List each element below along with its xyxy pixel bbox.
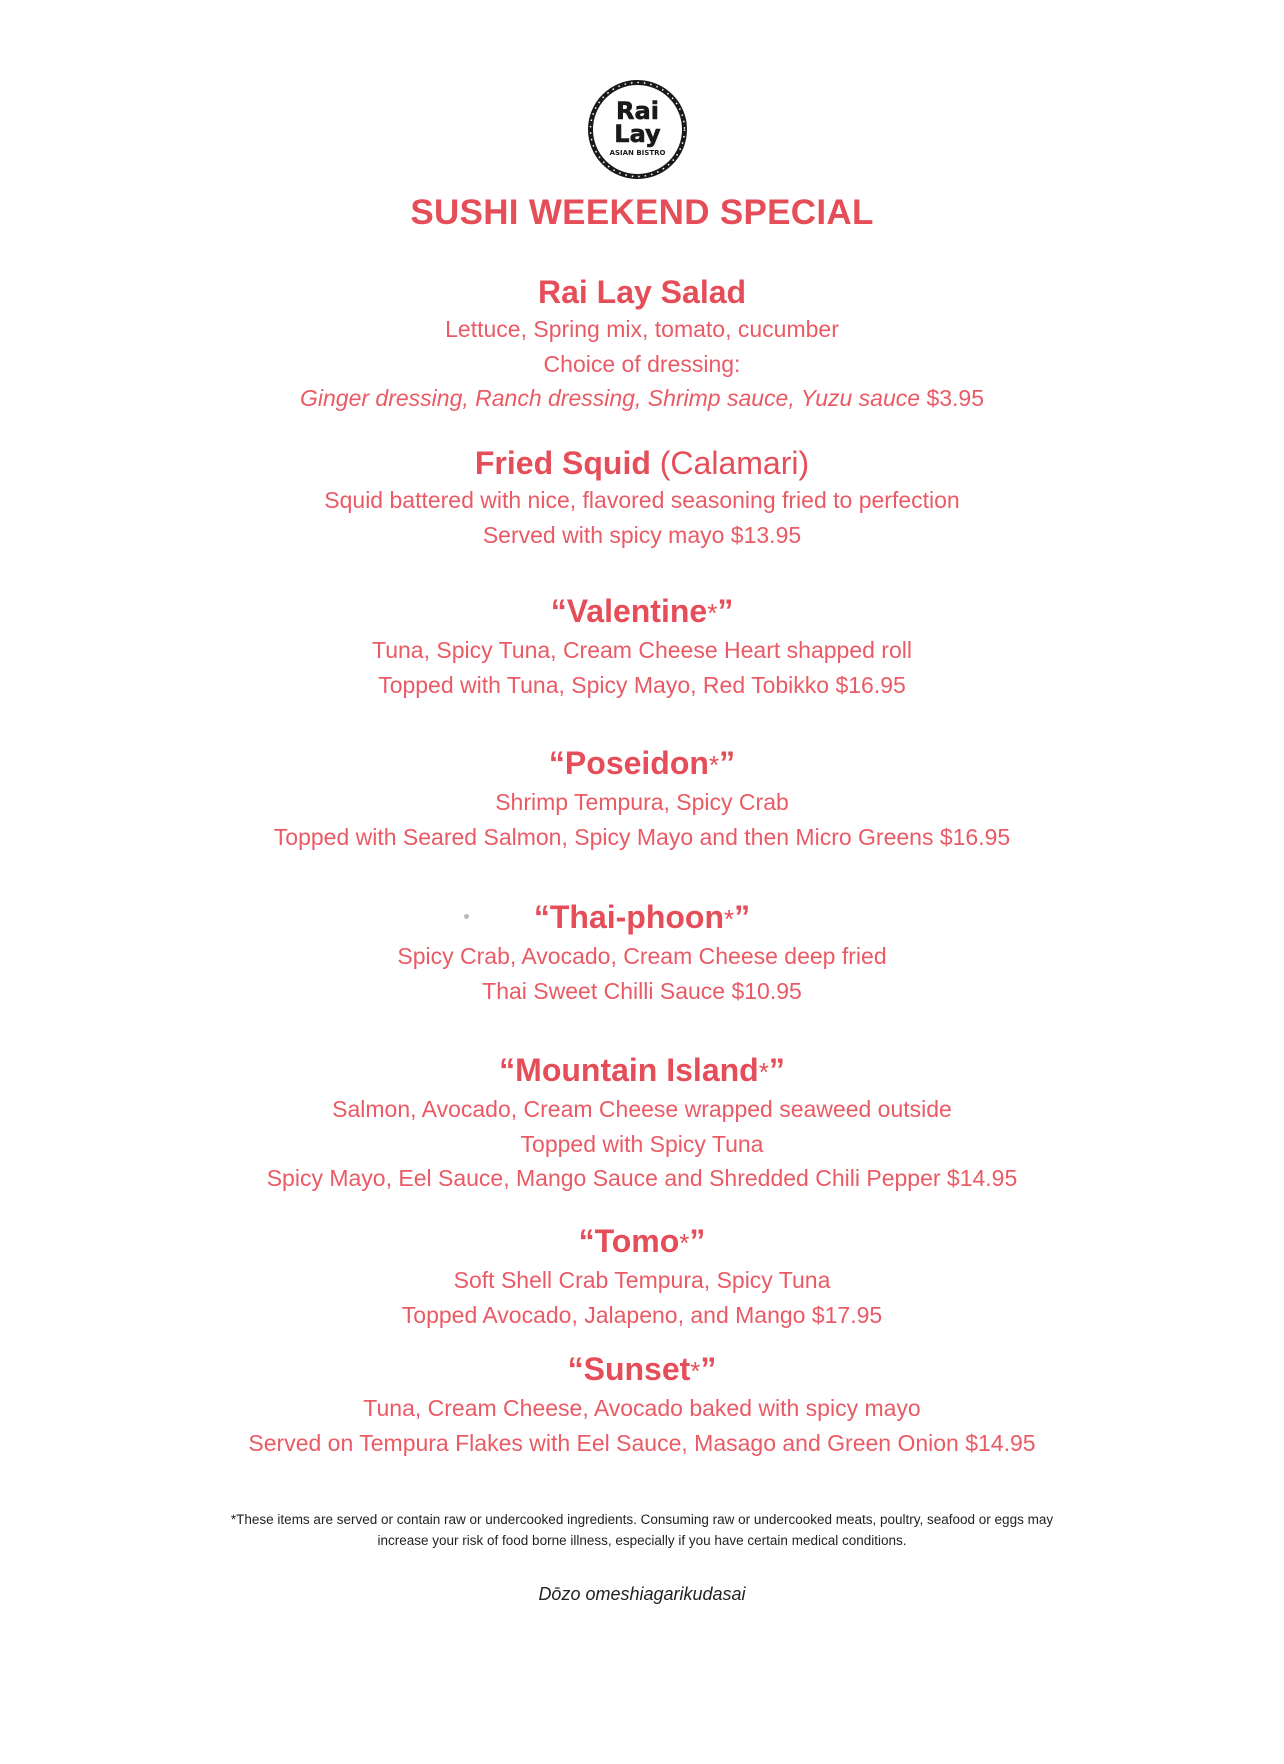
logo-line2: Lay	[614, 120, 661, 148]
page-title: SUSHI WEEKEND SPECIAL	[410, 193, 874, 232]
item-name-suffix: (Calamari)	[659, 445, 810, 481]
item-description: Tuna, Cream Cheese, Avocado baked with spicy mayo	[363, 1395, 921, 1421]
item-name: “Valentine*”	[550, 593, 734, 629]
scan-speck	[464, 914, 469, 919]
item-description: Topped with Tuna, Spicy Mayo, Red Tobikko $16.95	[378, 671, 906, 698]
item-description: Shrimp Tempura, Spicy Crab	[495, 789, 789, 815]
logo-line1: Rai	[616, 97, 659, 125]
menu-item-fried-squid	[0, 443, 1284, 552]
item-description: Squid battered with nice, flavored seasoning fried to perfection	[324, 487, 960, 513]
item-price: $3.95	[926, 385, 984, 411]
item-name: Fried Squid (Calamari)	[474, 445, 810, 481]
item-description: Salmon, Avocado, Cream Cheese wrapped seaweed outside	[332, 1096, 952, 1122]
item-name: “Thai-phoon*”	[533, 899, 751, 935]
item-description: Served with spicy mayo $13.95	[482, 521, 802, 548]
menu-item-thai-phoon	[0, 897, 1284, 1008]
item-name: “Sunset*”	[567, 1351, 717, 1387]
logo-tagline: ASIAN BISTRO	[609, 149, 666, 157]
dressing-list: Ginger dressing, Ranch dressing, Shrimp sauce, Yuzu sauce	[300, 385, 921, 411]
item-description: Choice of dressing:	[543, 350, 741, 377]
item-name: Rai Lay Salad	[537, 274, 747, 310]
menu-item-poseidon	[0, 743, 1284, 854]
item-name: “Poseidon*”	[548, 745, 736, 781]
menu-item-rai-lay-salad	[0, 272, 1284, 416]
item-name: “Tomo*”	[578, 1223, 706, 1259]
item-description: Tuna, Spicy Tuna, Cream Cheese Heart shapped roll	[372, 637, 912, 663]
menu-item-mountain-island	[0, 1050, 1284, 1196]
item-description: Topped with Spicy Tuna	[520, 1130, 764, 1157]
closing-phrase: Dōzo omeshiagarikudasai	[538, 1584, 746, 1604]
raw-warning-asterisk: *	[679, 1228, 690, 1258]
item-description: Spicy Crab, Avocado, Cream Cheese deep fried	[397, 943, 887, 969]
menu-item-valentine	[0, 591, 1284, 702]
menu-item-tomo	[0, 1221, 1284, 1332]
item-description: Soft Shell Crab Tempura, Spicy Tuna	[453, 1267, 831, 1293]
raw-warning-asterisk: *	[708, 750, 720, 780]
raw-warning-asterisk: *	[690, 1356, 701, 1386]
item-name: “Mountain Island*”	[499, 1052, 785, 1088]
item-description: Topped with Seared Salmon, Spicy Mayo and then Micro Greens $16.95	[273, 823, 1011, 850]
menu-item-sunset	[0, 1349, 1284, 1460]
item-description: Lettuce, Spring mix, tomato, cucumber	[445, 316, 839, 342]
raw-food-disclaimer	[0, 1509, 1284, 1551]
disclaimer-line: increase your risk of food borne illness, especially if you have certain medical conditions.	[377, 1533, 907, 1548]
raw-warning-asterisk: *	[724, 904, 735, 934]
item-description: Served on Tempura Flakes with Eel Sauce, Masago and Green Onion $14.95	[248, 1429, 1036, 1456]
rai-lay-logo	[587, 79, 688, 180]
raw-warning-asterisk: *	[707, 598, 718, 628]
dressing-options	[0, 381, 1284, 416]
item-description: Thai Sweet Chilli Sauce $10.95	[482, 977, 802, 1004]
item-description: Spicy Mayo, Eel Sauce, Mango Sauce and Shredded Chili Pepper $14.95	[266, 1165, 1018, 1191]
raw-warning-asterisk: *	[758, 1057, 769, 1087]
item-description: Topped Avocado, Jalapeno, and Mango $17.95	[401, 1301, 883, 1328]
logo-badge-icon	[587, 79, 688, 180]
disclaimer-line: *These items are served or contain raw or undercooked ingredients. Consuming raw or undercooked meats, poultry, seafood or eggs may	[230, 1512, 1054, 1527]
